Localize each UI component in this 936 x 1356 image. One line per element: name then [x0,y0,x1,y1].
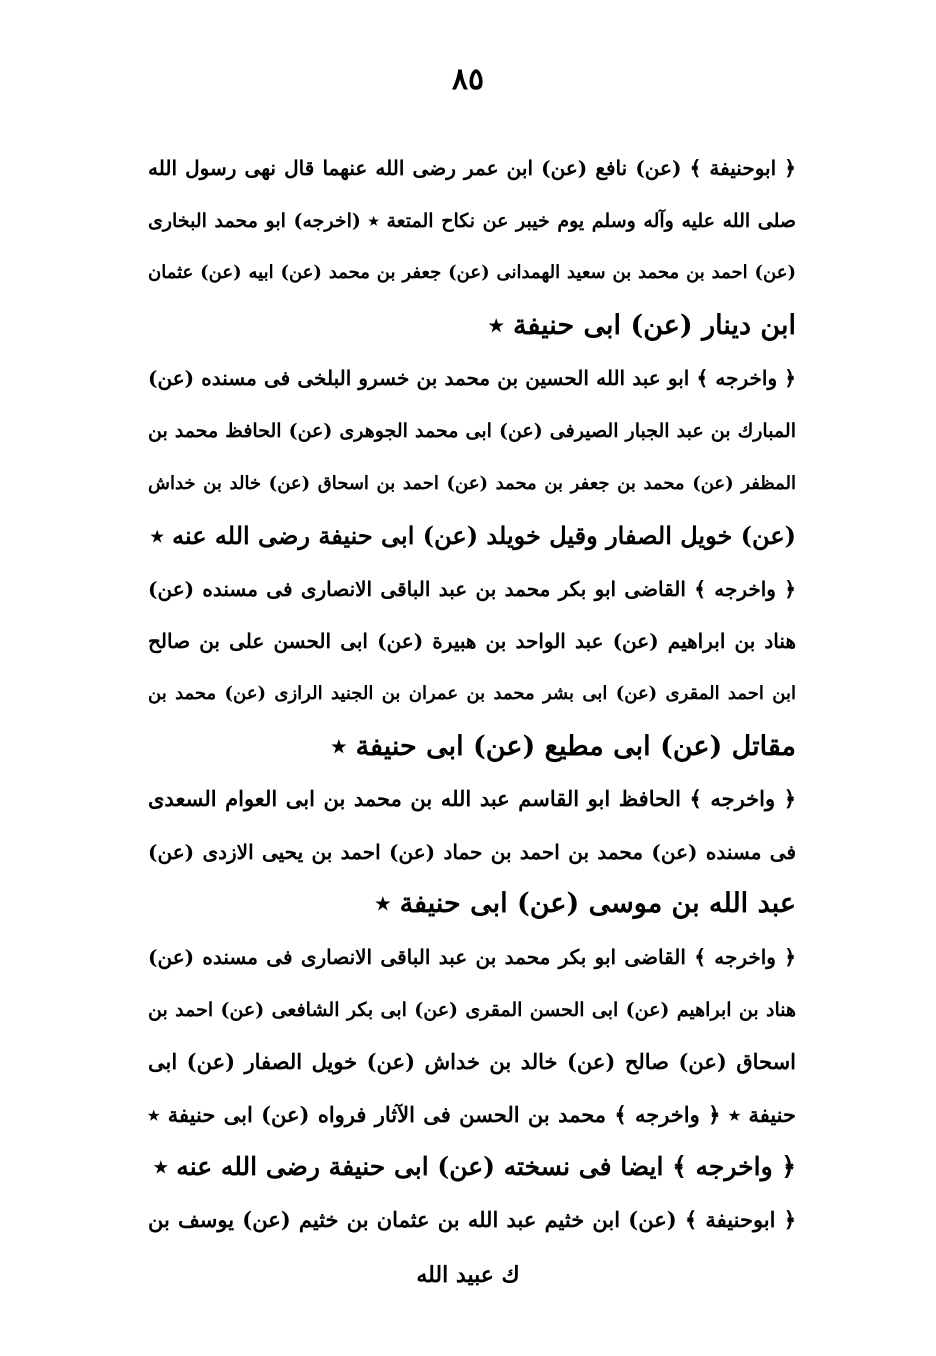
text-line: المظفر (عن) محمد بن جعفر بن محمد (عن) احمد بن اسحاق (عن) خالد بن خداش [148,472,796,494]
text-line: ابن دینار (عن) ابی حنیفة ٭ [488,309,796,341]
text-line: ﴿ واخرجه ﴾ ایضا فی نسخته (عن) ابی حنیفة رضی الله عنه ٭ [153,1152,796,1182]
text-line: ﴿ ابوحنيفة ﴾ (عن) نافع (عن) ابن عمر رضی الله عنهما قال نهی رسول الله [148,156,796,180]
text-line: مقاتل (عن) ابی مطیع (عن) ابی حنیفة ٭ [331,730,796,762]
text-line: اسحاق (عن) صالح (عن) خالد بن خداش (عن) خویل الصفار (عن) ابی [148,1049,796,1075]
text-line: هناد بن ابراهیم (عن) عبد الواحد بن هبیرة (عن) ابی الحسن علی بن صالح [148,629,796,654]
text-line: (عن) احمد بن محمد بن سعید الهمدانی (عن) جعفر بن محمد (عن) ابیه (عن) عثمان [148,262,796,284]
text-line: المبارك بن عبد الجبار الصیرفی (عن) ابی محمد الجوهری (عن) الحافظ محمد بن [148,419,796,442]
text-line: ﴿ واخرجه ﴾ القاضی ابو بکر محمد بن عبد الباقی الانصاری فی مسنده (عن) [148,576,796,601]
footnote: ك عبید الله [416,1262,520,1288]
text-line: ابن احمد المقری (عن) ابی بشر محمد بن عمران بن الجنید الرازی (عن) محمد بن [148,682,796,704]
text-line: صلی الله علیه وآله وسلم یوم خیبر عن نکاح المتعة ٭ (اخرجه) ابو محمد البخاری [148,209,796,232]
text-line: حنیفة ٭ ﴿ واخرجه ﴾ محمد بن الحسن فی الآثار فرواه (عن) ابی حنیفة ٭ [148,1101,796,1127]
page-number: ٨٥ [451,62,485,97]
text-line: ﴿ واخرجه ﴾ ابو عبد الله الحسین بن محمد بن خسرو البلخی فی مسنده (عن) [148,366,796,391]
text-line: عبد الله بن موسی (عن) ابی حنیفة ٭ [375,888,796,920]
text-line: ﴿ ابوحنیفة ﴾ (عن) ابن خثیم عبد الله بن عثمان بن خثیم (عن) یوسف بن [148,1206,796,1232]
text-line: ﴿ واخرجه ﴾ الحافظ ابو القاسم عبد الله بن محمد بن ابی العوام السعدی [148,786,796,812]
text-line: هناد بن ابراهیم (عن) ابی الحسن المقری (عن) ابی بکر الشافعی (عن) احمد بن [148,998,796,1021]
text-line: (عن) خویل الصفار وقیل خویلد (عن) ابی حنیفة رضی الله عنه ٭ [150,521,796,551]
text-line: فی مسنده (عن) محمد بن احمد بن حماد (عن) احمد بن یحیی الازدی (عن) [148,839,796,864]
body-text [148,142,796,1246]
text-line: ﴿ واخرجه ﴾ القاضی ابو بکر محمد بن عبد الباقی الانصاری فی مسنده (عن) [148,944,796,969]
